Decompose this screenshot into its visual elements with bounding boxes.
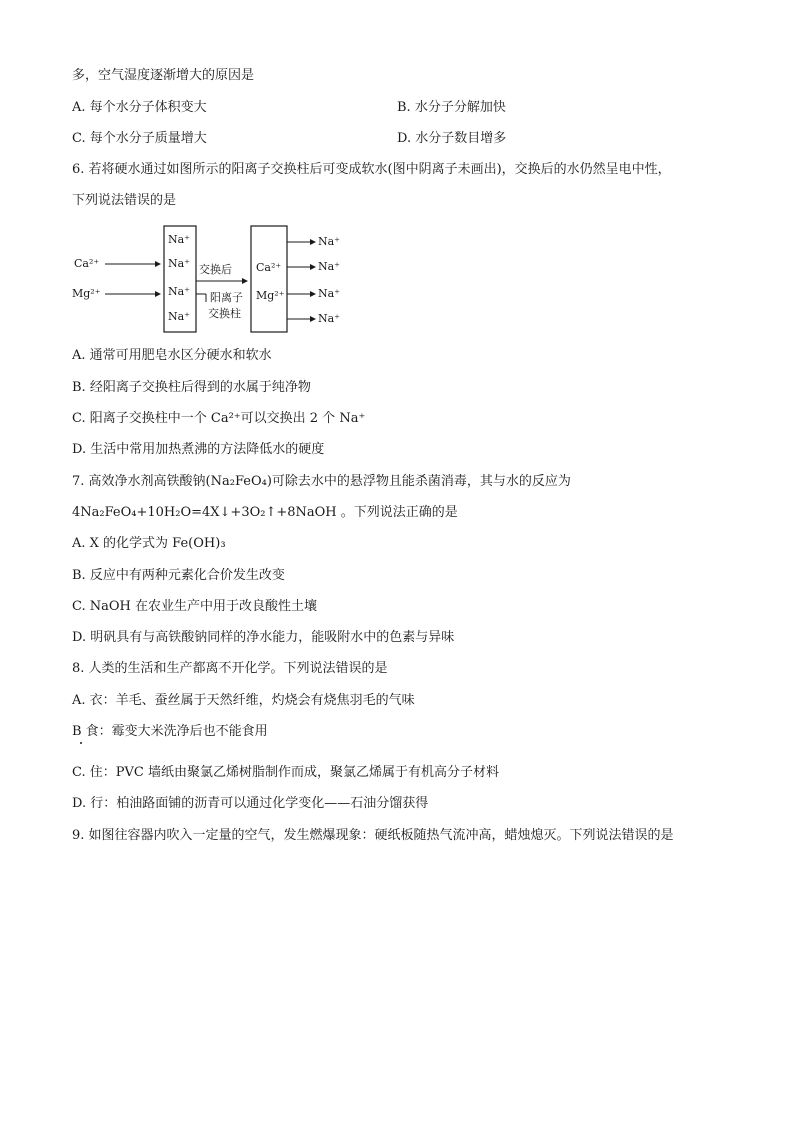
mg-in-label: Mg²⁺ — [72, 287, 101, 300]
column-label-1: 阳离子 — [210, 291, 243, 304]
q8-stem: 8. 人类的生活和生产都离不开化学。下列说法错误的是 — [72, 661, 388, 676]
q8-option-b: B 食：霉变大米洗净后也不能食用 — [72, 724, 268, 739]
na-out-1: Na⁺ — [318, 235, 340, 248]
q7-option-a: A. X 的化学式为 Fe(OH)₃ — [72, 536, 226, 551]
q7-option-d: D. 明矾具有与高铁酸钠同样的净水能力，能吸附水中的色素与异味 — [72, 630, 455, 645]
column-label-2: 交换柱 — [208, 307, 241, 320]
q5-option-d: D. 水分子数目增多 — [397, 131, 507, 146]
q6-stem-line2: 下列说法错误的是 — [72, 193, 177, 208]
na-out-4: Na⁺ — [318, 312, 340, 325]
q5-option-a: A. 每个水分子体积变大 — [72, 100, 207, 115]
q5-stem-tail: 多，空气湿度逐渐增大的原因是 — [72, 68, 255, 83]
q6-option-d: D. 生活中常用加热煮沸的方法降低水的硬度 — [72, 442, 325, 457]
q6-stem-line1: 6. 若将硬水通过如图所示的阳离子交换柱后可变成软水(图中阴离子未画出)，交换后的水仍然呈电中性， — [72, 162, 671, 177]
q9-stem: 9. 如图往容器内吹入一定量的空气，发生燃爆现象：硬纸板随热气流冲高，蜡烛熄灭。下列说法错误的是 — [72, 828, 674, 843]
q8-option-a: A. 衣：羊毛、蚕丝属于天然纤维，灼烧会有烧焦羽毛的气味 — [72, 693, 415, 708]
na-left-4: Na⁺ — [168, 310, 190, 323]
q6-option-c: C. 阳离子交换柱中一个 Ca²⁺可以交换出 2 个 Na⁺ — [72, 411, 366, 426]
na-left-1: Na⁺ — [168, 233, 190, 246]
q5-option-c: C. 每个水分子质量增大 — [72, 131, 207, 146]
after-exchange-label: 交换后 — [199, 263, 232, 276]
ion-exchange-drawing — [70, 222, 360, 338]
q5-option-b: B. 水分子分解加快 — [397, 100, 506, 115]
ion-exchange-diagram — [70, 222, 360, 338]
q7-option-c: C. NaOH 在农业生产中用于改良酸性土壤 — [72, 599, 318, 614]
na-out-2: Na⁺ — [318, 260, 340, 273]
q6-option-b: B. 经阳离子交换柱后得到的水属于纯净物 — [72, 380, 311, 395]
na-left-2: Na⁺ — [168, 257, 190, 270]
q7-option-b: B. 反应中有两种元素化合价发生改变 — [72, 568, 285, 583]
q7-stem-line2: 4Na₂FeO₄+10H₂O=4X↓+3O₂↑+8NaOH 。下列说法正确的是 — [72, 505, 458, 520]
stray-dot — [80, 742, 82, 744]
ca-in-label: Ca²⁺ — [74, 257, 100, 270]
right-column-box — [251, 226, 287, 332]
q6-option-a: A. 通常可用肥皂水区分硬水和软水 — [72, 348, 272, 363]
na-left-3: Na⁺ — [168, 285, 190, 298]
q8-option-d: D. 行：柏油路面铺的沥青可以通过化学变化——石油分馏获得 — [72, 796, 429, 811]
q8-option-c: C. 住：PVC 墙纸由聚氯乙烯树脂制作而成，聚氯乙烯属于有机高分子材料 — [72, 765, 499, 780]
mg-right-label: Mg²⁺ — [256, 289, 285, 302]
ca-right-label: Ca²⁺ — [256, 261, 282, 274]
q7-stem-line1: 7. 高效净水剂高铁酸钠(Na₂FeO₄)可除去水中的悬浮物且能杀菌消毒，其与水的反应为 — [72, 474, 571, 489]
na-out-3: Na⁺ — [318, 287, 340, 300]
